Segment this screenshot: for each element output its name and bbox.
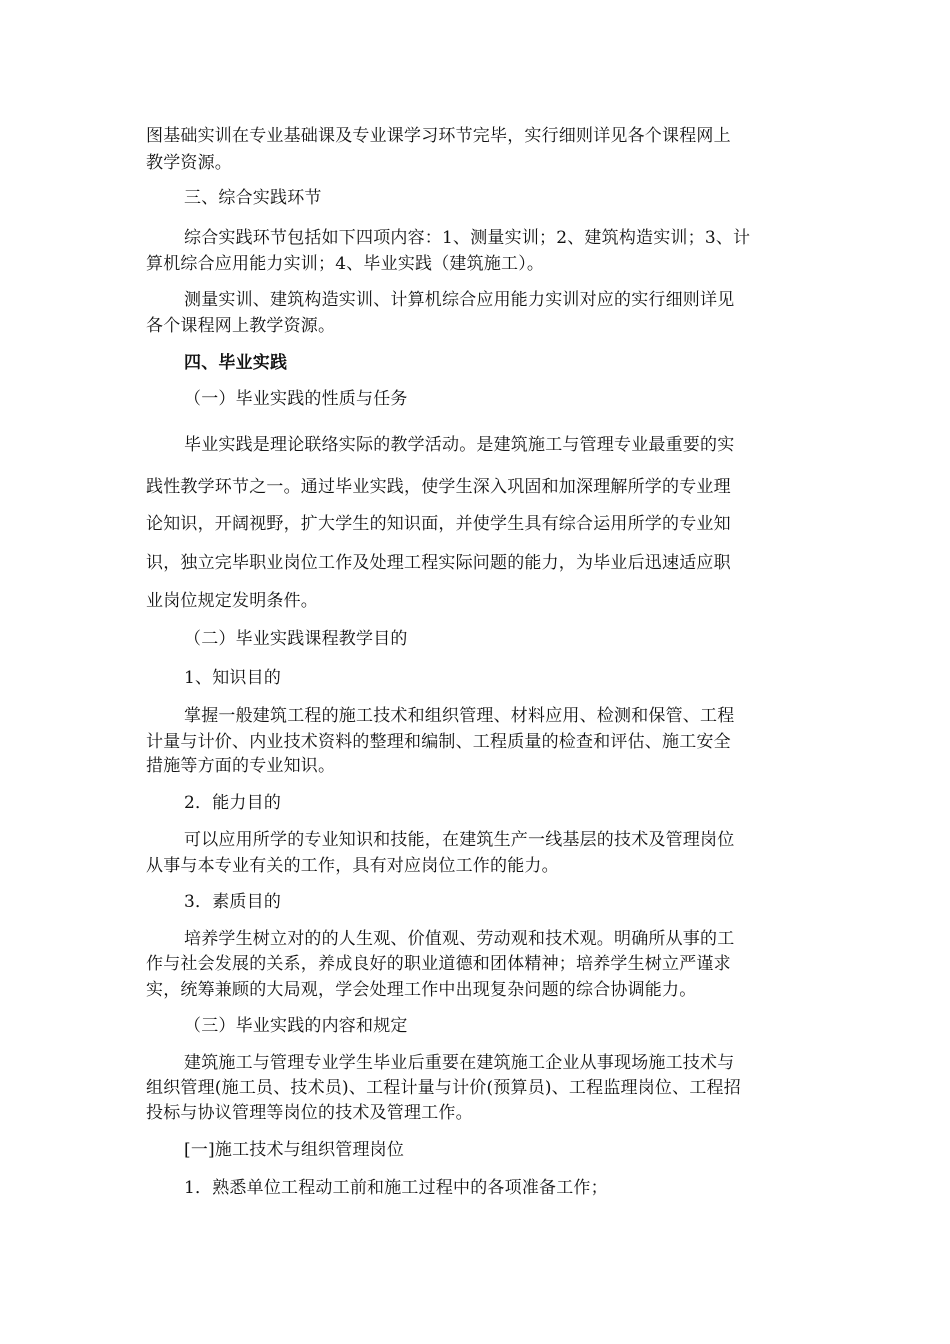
section-3-paragraph-1-line-1: 综合实践环节包括如下四项内容：1、测量实训；2、建筑构造实训；3、计 xyxy=(184,228,751,248)
section-3-paragraph-2-line-2: 各个课程网上教学资源。 xyxy=(146,316,336,336)
section-3-heading: 三、综合实践环节 xyxy=(184,188,322,208)
section-4-heading: 四、毕业实践 xyxy=(184,353,288,373)
goal-3-line-2: 作与社会发展的关系，养成良好的职业道德和团体精神；培养学生树立严谨求 xyxy=(146,954,731,974)
goal-1-line-3: 措施等方面的专业知识。 xyxy=(146,756,336,776)
goal-1-line-2: 计量与计价、内业技术资料的整理和编制、工程质量的检查和评估、施工安全 xyxy=(146,732,731,752)
section-3-paragraph-1-line-2: 算机综合应用能力实训；4、毕业实践（建筑施工）。 xyxy=(146,254,545,274)
subsection-1-line-4: 识，独立完毕职业岗位工作及处理工程实际问题的能力，为毕业后迅速适应职 xyxy=(146,553,731,573)
goal-2-line-1: 可以应用所学的专业知识和技能，在建筑生产一线基层的技术及管理岗位 xyxy=(184,830,735,850)
intro-line-2: 教学资源。 xyxy=(146,153,232,173)
goal-3-line-1: 培养学生树立对的的人生观、价值观、劳动观和技术观。明确所从事的工 xyxy=(184,929,735,949)
post-1-heading: [一]施工技术与组织管理岗位 xyxy=(184,1140,405,1160)
subsection-2-heading: （二）毕业实践课程教学目的 xyxy=(184,629,408,649)
subsection-1-heading: （一）毕业实践的性质与任务 xyxy=(184,389,408,409)
goal-2-line-2: 从事与本专业有关的工作，具有对应岗位工作的能力。 xyxy=(146,856,559,876)
subsection-3-line-3: 投标与协议管理等岗位的技术及管理工作。 xyxy=(146,1103,473,1123)
subsection-1-line-2: 践性教学环节之一。通过毕业实践，使学生深入巩固和加深理解所学的专业理 xyxy=(146,477,731,497)
subsection-3-line-2: 组织管理(施工员、技术员)、工程计量与计价(预算员)、工程监理岗位、工程招 xyxy=(146,1078,741,1098)
goal-3-line-3: 实，统筹兼顾的大局观，学会处理工作中出现复杂问题的综合协调能力。 xyxy=(146,980,697,1000)
subsection-1-line-1: 毕业实践是理论联络实际的教学活动。是建筑施工与管理专业最重要的实 xyxy=(184,435,735,455)
post-1-item-1: 1．熟悉单位工程动工前和施工过程中的各项准备工作； xyxy=(184,1178,608,1198)
goal-1-line-1: 掌握一般建筑工程的施工技术和组织管理、材料应用、检测和保管、工程 xyxy=(184,706,735,726)
goal-1-heading: 1、知识目的 xyxy=(184,668,282,688)
intro-line-1: 图基础实训在专业基础课及专业课学习环节完毕，实行细则详见各个课程网上 xyxy=(146,126,731,146)
subsection-1-line-3: 论知识，开阔视野，扩大学生的知识面，并使学生具有综合运用所学的专业知 xyxy=(146,514,731,534)
goal-3-heading: 3．素质目的 xyxy=(184,892,282,912)
goal-2-heading: 2．能力目的 xyxy=(184,793,282,813)
subsection-3-heading: （三）毕业实践的内容和规定 xyxy=(184,1016,408,1036)
section-3-paragraph-2-line-1: 测量实训、建筑构造实训、计算机综合应用能力实训对应的实行细则详见 xyxy=(184,290,735,310)
subsection-3-line-1: 建筑施工与管理专业学生毕业后重要在建筑施工企业从事现场施工技术与 xyxy=(184,1053,735,1073)
subsection-1-line-5: 业岗位规定发明条件。 xyxy=(146,591,318,611)
